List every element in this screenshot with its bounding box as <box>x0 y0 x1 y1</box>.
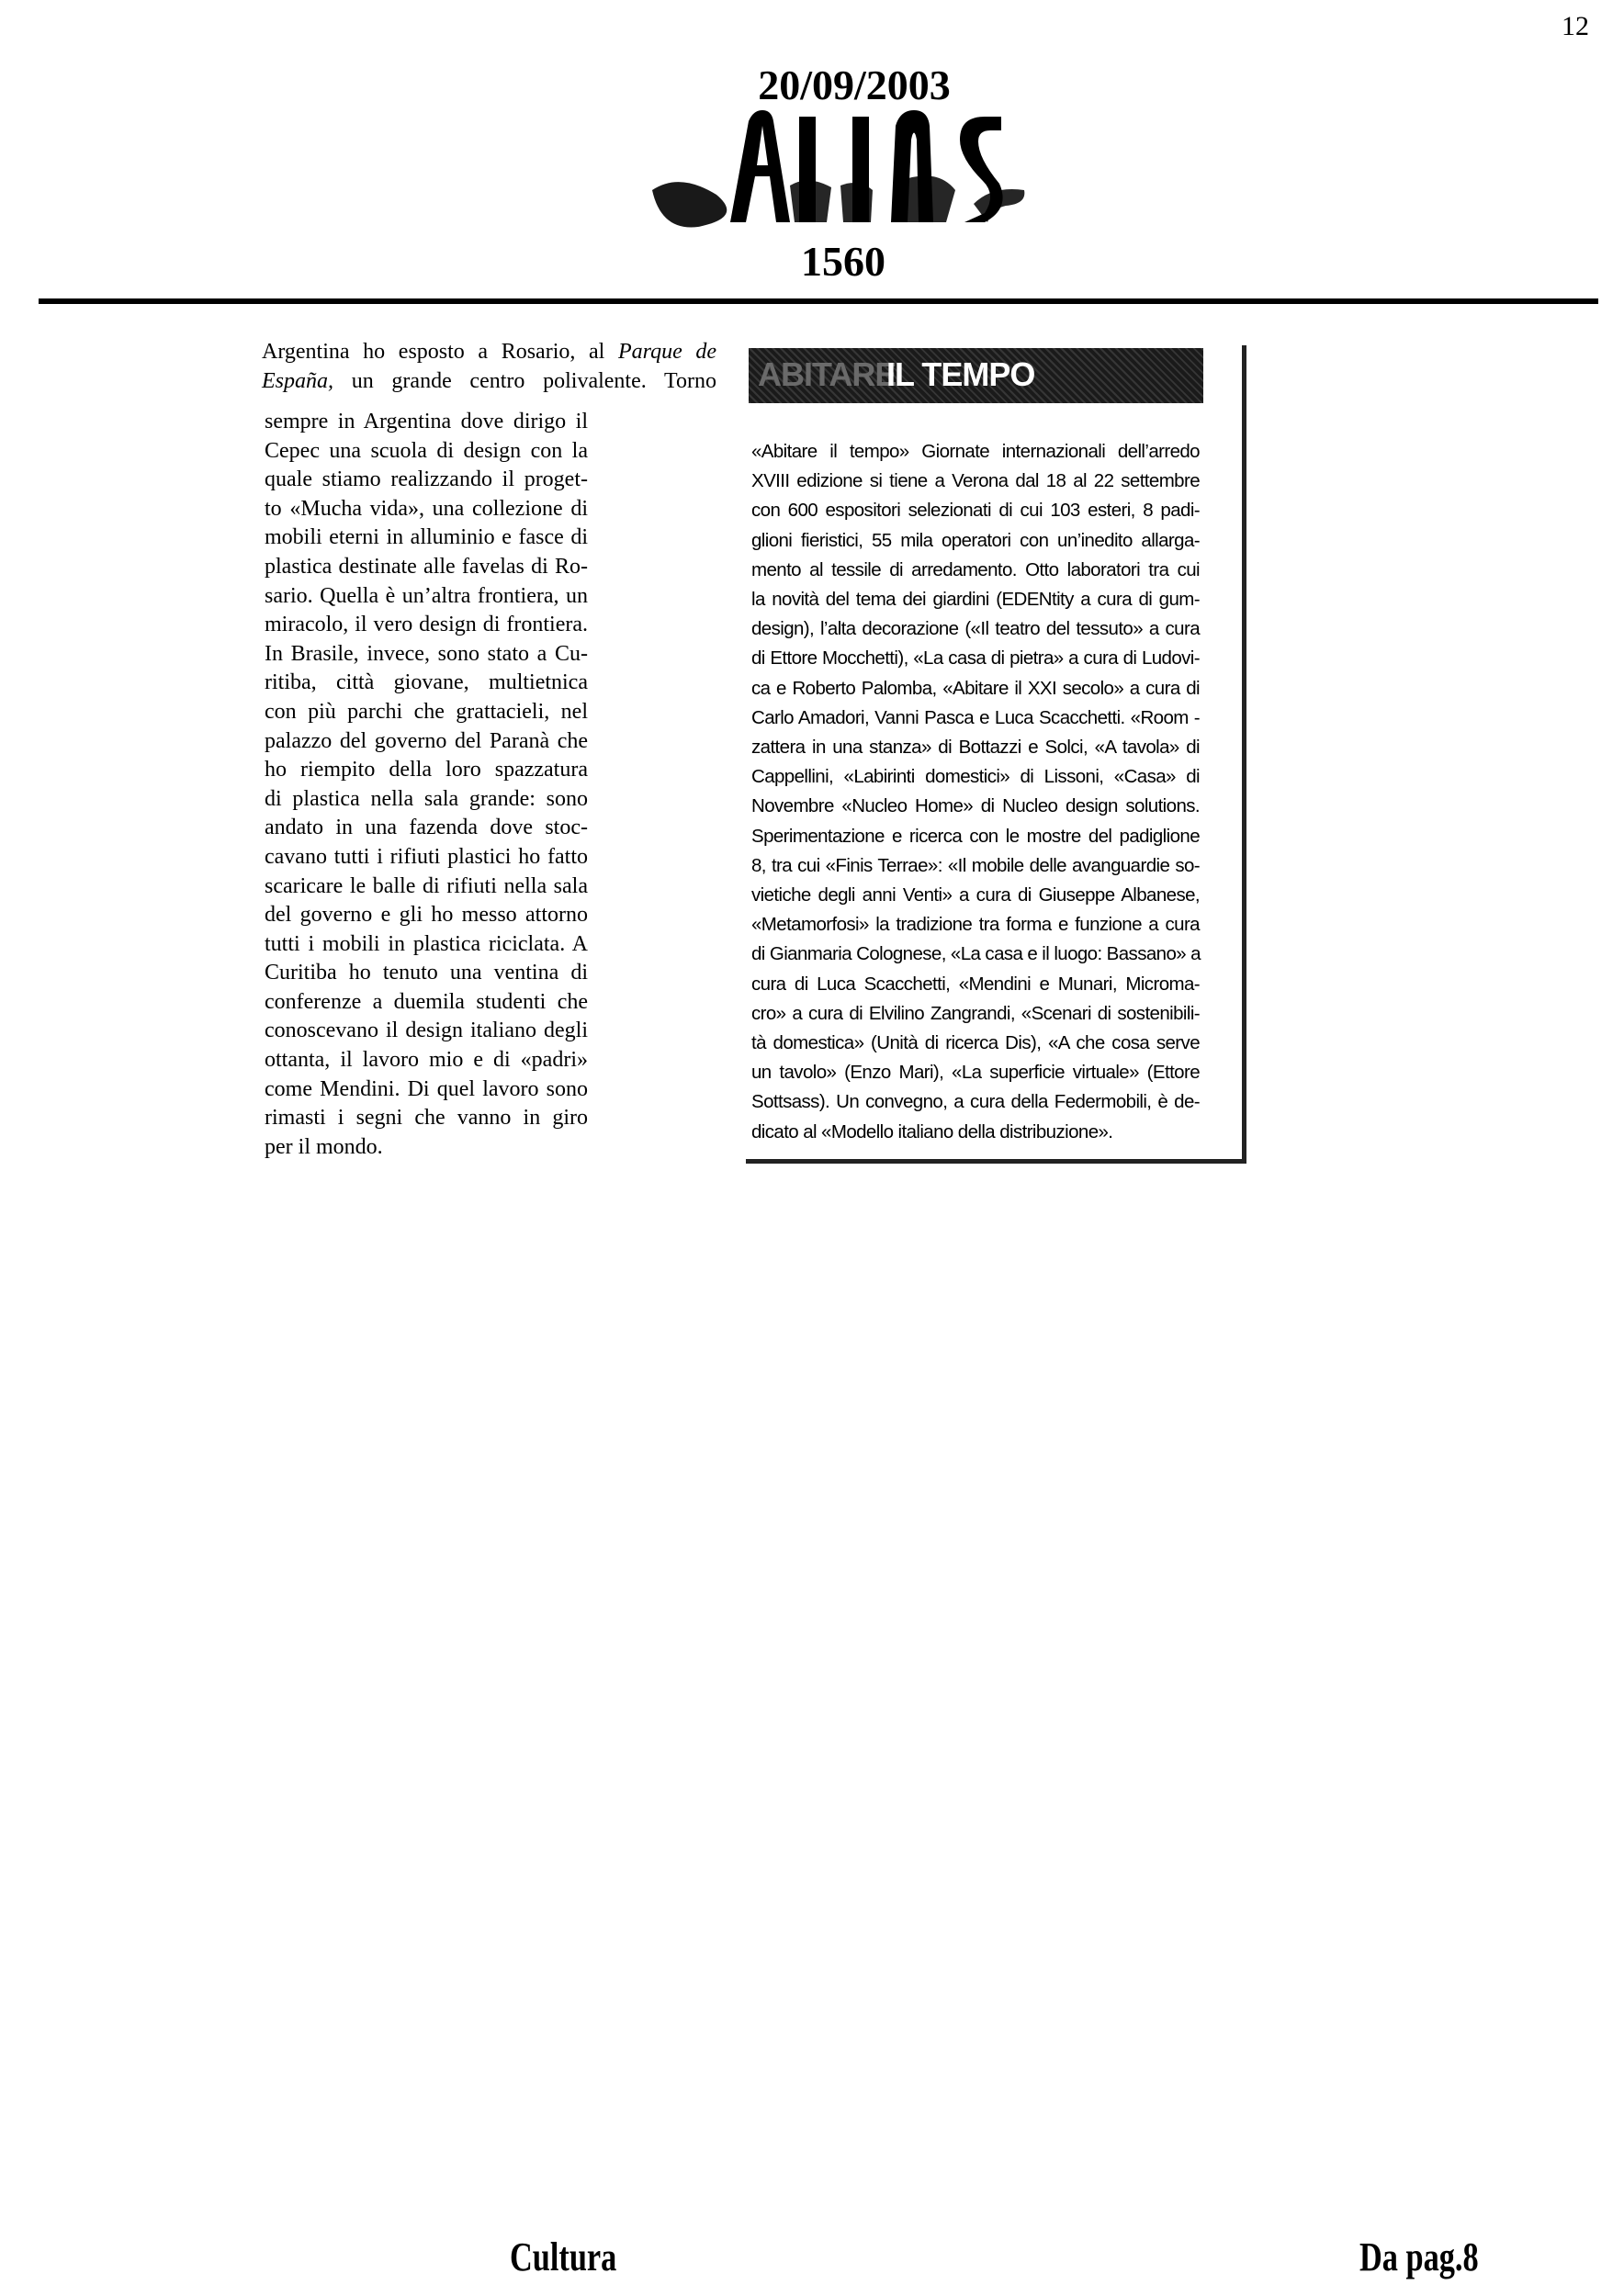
article-line: come Mendini. Di quel lavoro sono <box>265 1076 588 1101</box>
sidebar-line: Sottsass). Un convegno, a cura della Federmobili, è de- <box>751 1091 1200 1113</box>
sidebar-box <box>746 345 1246 1164</box>
sidebar-line: XVIII edizione si tiene a Verona dal 18 al 22 settembre <box>751 470 1200 492</box>
sidebar-line: glioni fieristici, 55 mila operatori con un’inedito allarga- <box>751 529 1200 551</box>
sidebar-banner <box>749 348 1203 403</box>
article-line: plastica destinate alle favelas di Ro- <box>265 554 588 579</box>
article-line: conferenze a duemila studenti che <box>265 989 588 1014</box>
article-line: sario. Quella è un’altra frontiera, un <box>265 583 588 608</box>
sidebar-line: cura di Luca Scacchetti, «Mendini e Munari, Microma- <box>751 973 1200 995</box>
article-lead <box>262 338 716 396</box>
article-line: mobili eterni in alluminio e fasce di <box>265 525 588 550</box>
article-line: quale stiamo realizzando il proget- <box>265 467 588 492</box>
sidebar-line: zattera in una stanza» di Bottazzi e Solci, «A tavola» di <box>751 737 1200 759</box>
publication-date: 20/09/2003 <box>758 62 951 108</box>
article-line: In Brasile, invece, sono stato a Cu- <box>265 641 588 666</box>
article-line: di plastica nella sala grande: sono <box>265 786 588 811</box>
article-line: Argentina ho esposto a Rosario, al Parque de <box>262 340 716 364</box>
article-line: per il mondo. <box>265 1134 383 1159</box>
sidebar-line: la novità del tema dei giardini (EDENtity a cura di gum- <box>751 589 1200 611</box>
article-line: ho riempito della loro spazzatura <box>265 758 588 782</box>
source-page-label: Da pag.8 <box>1359 2234 1479 2279</box>
sidebar-line: un tavolo» (Enzo Mari), «La superficie virtuale» (Ettore <box>751 1062 1200 1084</box>
sidebar-line: ca e Roberto Palomba, «Abitare il XXI secolo» a cura di <box>751 677 1200 699</box>
article-line: ottanta, il lavoro mio e di «padri» <box>265 1048 588 1073</box>
sidebar-line: di Ettore Mocchetti), «La casa di pietra» a cura di Ludovi- <box>751 647 1200 670</box>
sidebar-line: «Abitare il tempo» Giornate internazionali dell’arredo <box>751 441 1200 462</box>
sidebar-title-faded: ABITARE <box>758 355 897 393</box>
article-line: to «Mucha vida», una collezione di <box>265 496 588 521</box>
article-line: cavano tutti i rifiuti plastici ho fatto <box>265 844 588 869</box>
sidebar-line: con 600 espositori selezionati di cui 103 esteri, 8 padi- <box>751 500 1200 522</box>
sidebar-line: Cappellini, «Labirinti domestici» di Lissoni, «Casa» di <box>751 766 1200 788</box>
header-rule <box>39 298 1598 304</box>
article-line: del governo e gli ho messo attorno <box>265 903 588 928</box>
sidebar-title: IL TEMPO <box>886 355 1035 393</box>
sidebar-line: «Metamorfosi» la tradizione tra forma e funzione a cura <box>751 914 1200 936</box>
sidebar-line: Sperimentazione e ricerca con le mostre del padiglione <box>751 825 1200 847</box>
sidebar-text <box>751 437 1200 1147</box>
article-line: España, un grande centro polivalente. Torno <box>262 368 716 393</box>
article-line: con più parchi che grattacieli, nel <box>265 699 588 724</box>
sidebar-line: tà domestica» (Unità di ricerca Dis), «A che cosa serve <box>751 1032 1200 1054</box>
article-line: tutti i mobili in plastica riciclata. A <box>265 931 588 956</box>
article-line: scaricare le balle di rifiuti nella sala <box>265 873 588 898</box>
sidebar-line: dicato al «Modello italiano della distribuzione». <box>751 1120 1113 1142</box>
sidebar-line: mento al tessile di arredamento. Otto laboratori tra cui <box>751 558 1200 580</box>
article-line: conoscevano il design italiano degli <box>265 1019 588 1043</box>
article-line: Cepec una scuola di design con la <box>265 438 588 463</box>
article-line: ritiba, città giovane, multietnica <box>265 670 588 695</box>
article-line: Curitiba ho tenuto una ventina di <box>265 961 588 985</box>
sidebar-line: cro» a cura di Elvilino Zangrandi, «Scenari di sostenibili- <box>751 1002 1200 1024</box>
sidebar-line: di Gianmaria Colognese, «La casa e il luogo: Bassano» a <box>751 943 1201 965</box>
sidebar-line: vietiche degli anni Venti» a cura di Giuseppe Albanese, <box>751 884 1200 906</box>
page-number: 12 <box>1562 11 1589 41</box>
sidebar-line: 8, tra cui «Finis Terrae»: «Il mobile delle avanguardie so- <box>751 854 1200 876</box>
article-line: palazzo del governo del Paranà che <box>265 728 588 753</box>
sidebar-line: Novembre «Nucleo Home» di Nucleo design solutions. <box>751 795 1200 817</box>
article-line: rimasti i segni che vanno in giro <box>265 1106 588 1131</box>
issue-number: 1560 <box>801 238 885 285</box>
alias-logo <box>643 103 1029 236</box>
sidebar-line: design), l’alta decorazione («Il teatro del tessuto» a cura <box>751 618 1200 640</box>
sidebar-line: Carlo Amadori, Vanni Pasca e Luca Scacchetti. «Room - <box>751 706 1200 728</box>
article-line: andato in una fazenda dove stoc- <box>265 816 588 840</box>
article-column <box>265 408 588 1162</box>
article-line: sempre in Argentina dove dirigo il <box>265 410 588 433</box>
article-line: miracolo, il vero design di frontiera. <box>265 613 588 637</box>
section-label: Cultura <box>510 2234 617 2279</box>
